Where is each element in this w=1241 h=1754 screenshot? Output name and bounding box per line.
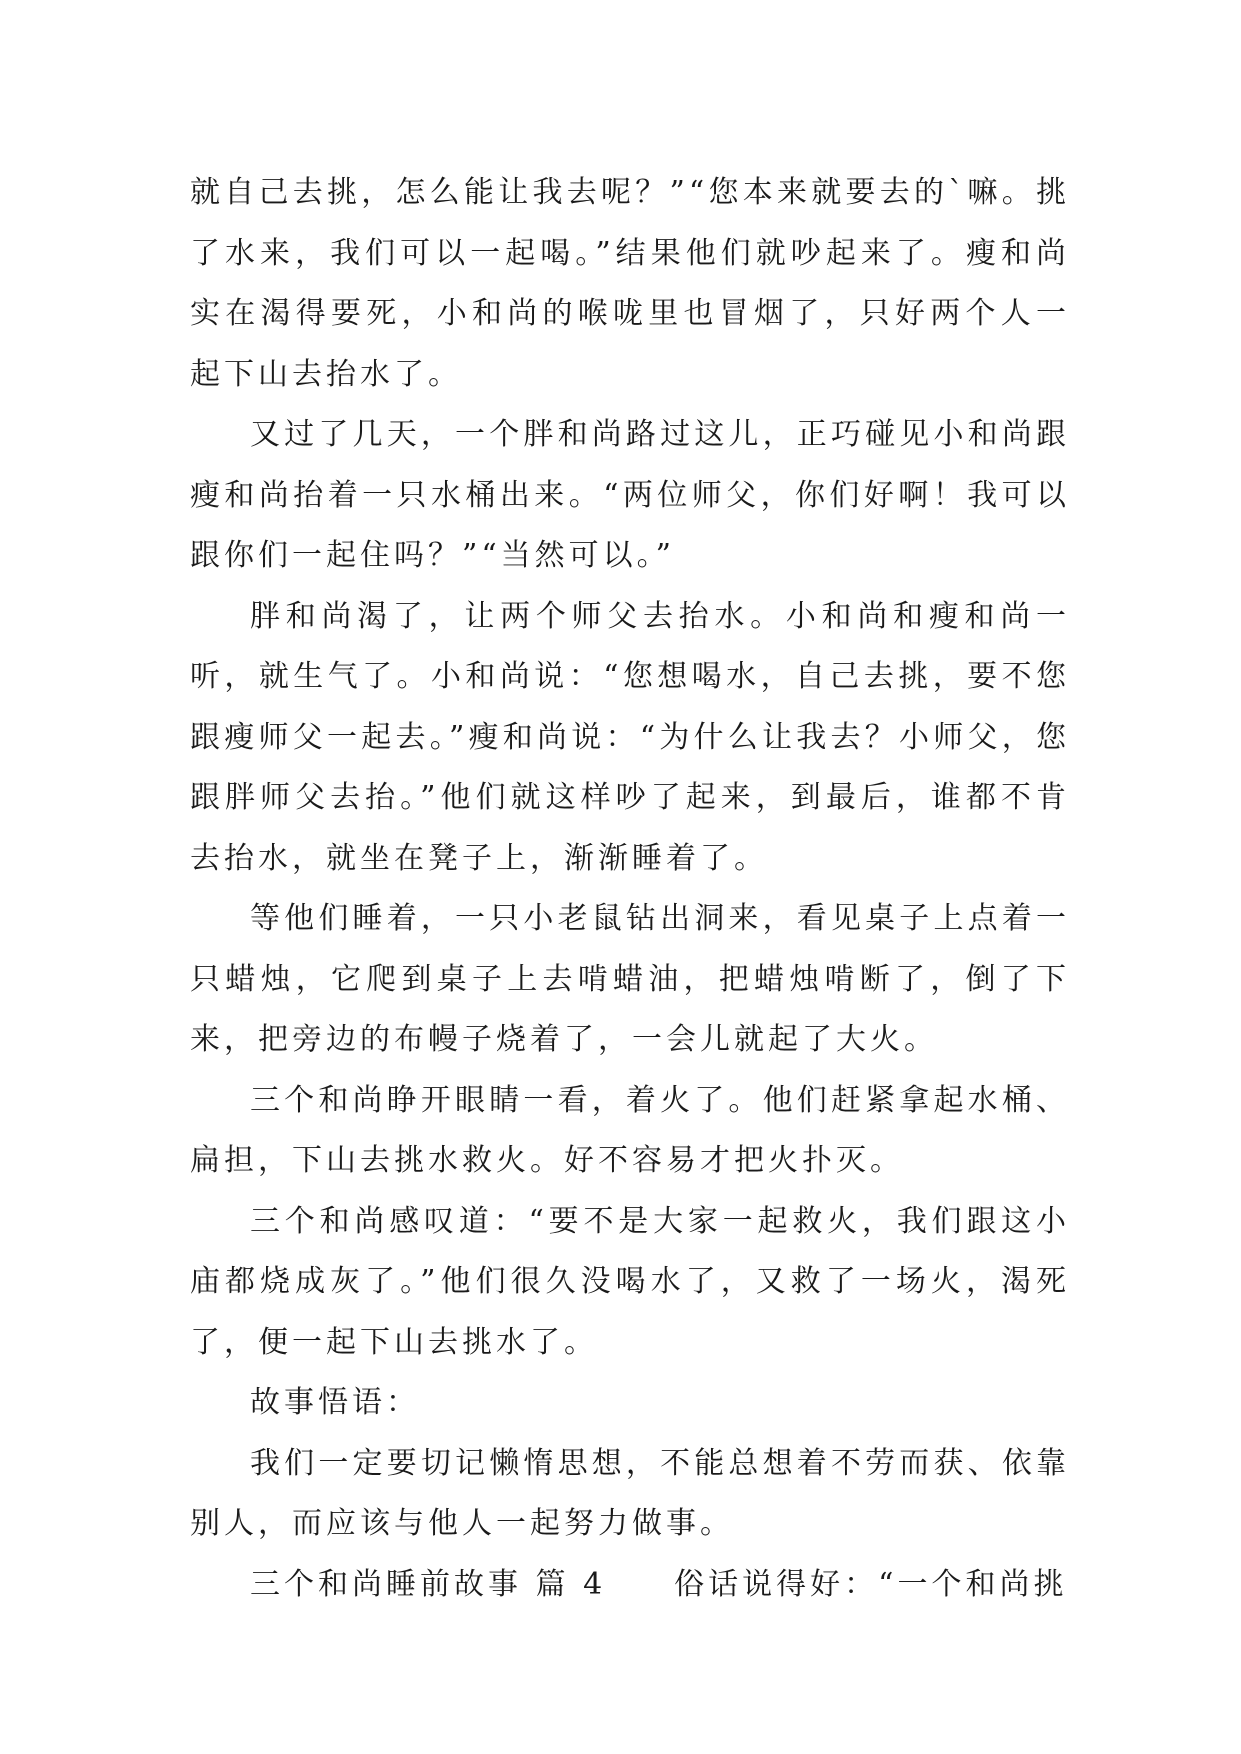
section-label: 故事悟语：	[250, 1385, 420, 1420]
paragraph: 胖和尚渴了，让两个师父去抬水。小和尚和瘦和尚一听，就生气了。小和尚说：“您想喝水，自己去挑，要不您跟瘦师父一起去。”瘦和尚说：“为什么让我去？小师父，您跟胖师父去抬。”他们就这样吵了起来，到最后，谁都不肯去抬水，就坐在凳子上，渐渐睡着了。	[190, 598, 1070, 876]
paragraph: 三个和尚感叹道：“要不是大家一起救火，我们跟这小庙都烧成灰了。”他们很久没喝水了，又救了一场火，渴死了，便一起下山去挑水了。	[190, 1203, 1070, 1360]
paragraph: 三个和尚睁开眼睛一看，着火了。他们赶紧拿起水桶、扁担，下山去挑水救火。好不容易才把火扑灭。	[190, 1082, 1070, 1178]
paragraph: 我们一定要切记懒惰思想，不能总想着不劳而获、依靠别人，而应该与他人一起努力做事。	[190, 1445, 1070, 1541]
paragraph-continued: 就自己去挑，怎么能让我去呢？”“您本来就要去的`嘛。挑了水来，我们可以一起喝。”结果他们就吵起来了。瘦和尚实在渴得要死，小和尚的喉咙里也冒烟了，只好两个人一起下山去抬水了。	[190, 175, 1070, 392]
document-body	[190, 163, 1070, 1615]
paragraph: 又过了几天，一个胖和尚路过这儿，正巧碰见小和尚跟瘦和尚抬着一只水桶出来。“两位师父，你们好啊！我可以跟你们一起住吗？”“当然可以。”	[190, 417, 1070, 573]
paragraph: 等他们睡着，一只小老鼠钻出洞来，看见桌子上点着一只蜡烛，它爬到桌子上去啃蜡油，把蜡烛啃断了，倒了下来，把旁边的布幔子烧着了，一会儿就起了大火。	[190, 901, 1070, 1057]
section-heading-paragraph: 三个和尚睡前故事 篇 4 俗话说得好：“一个和尚挑	[250, 1566, 1068, 1602]
